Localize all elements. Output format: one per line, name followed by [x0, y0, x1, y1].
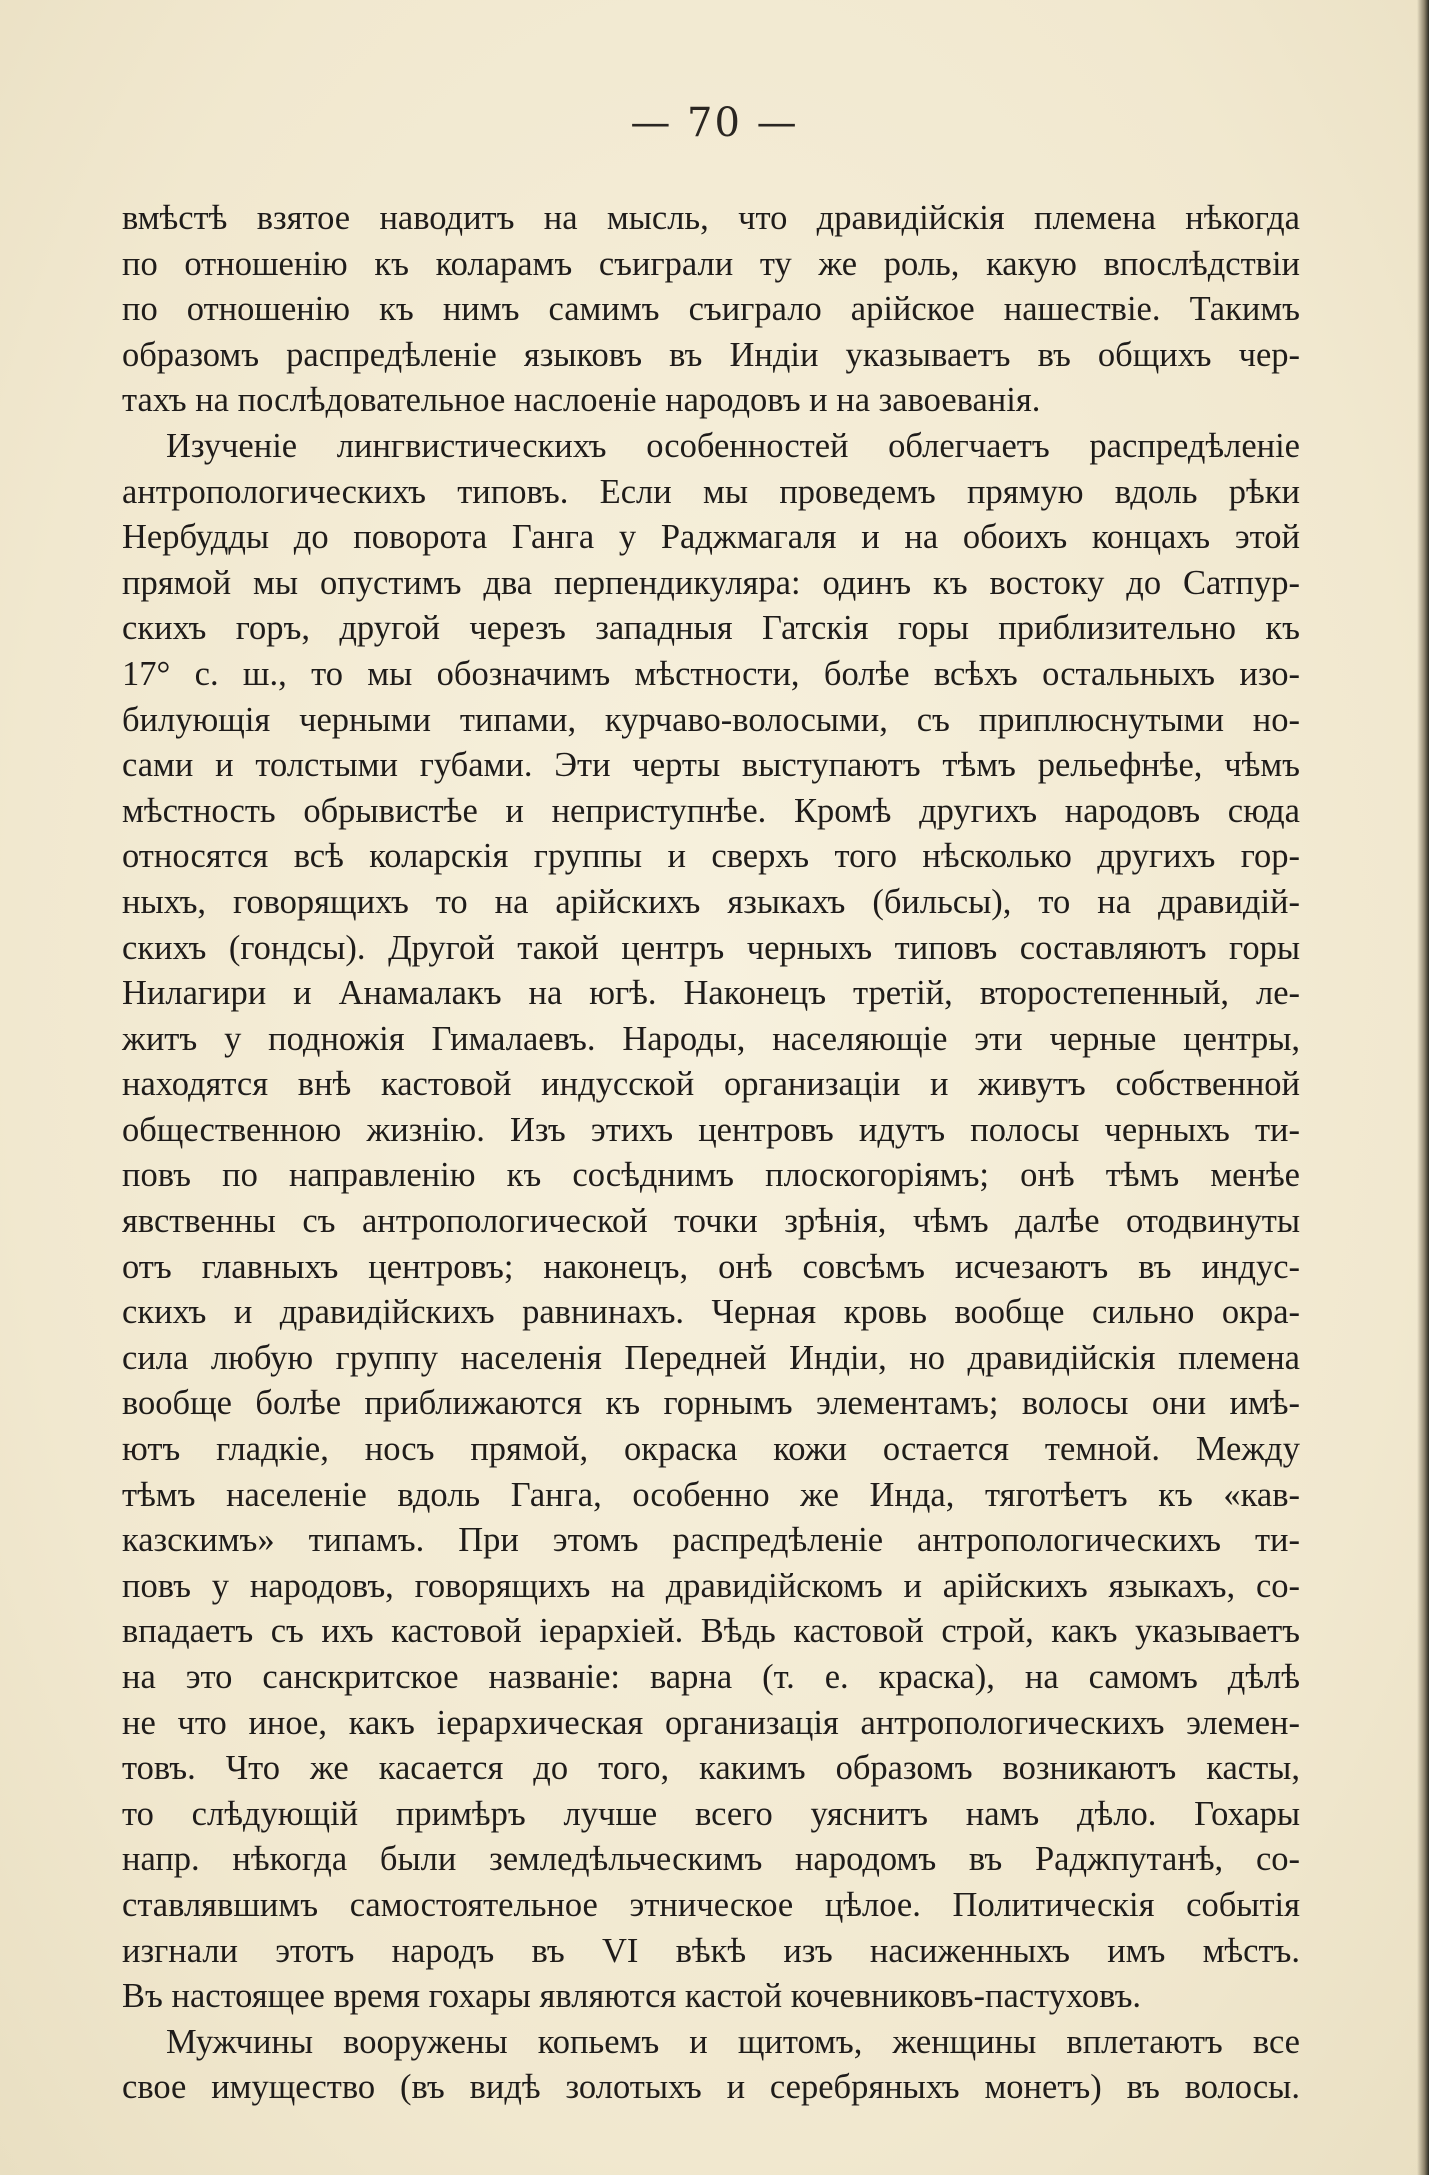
text-line: отъ главныхъ центровъ; наконецъ, онѣ совсѣмъ исчезаютъ въ индус- [122, 1247, 1300, 1286]
text-line: мѣстность обрывистѣе и неприступнѣе. Кромѣ другихъ народовъ сюда [122, 791, 1300, 830]
text-line: антропологическихъ типовъ. Если мы проведемъ прямую вдоль рѣки [122, 472, 1300, 511]
text-line: казскимъ» типамъ. При этомъ распредѣленіе антропологическихъ ти- [122, 1521, 1300, 1560]
text-line: вообще болѣе приближаются къ горнымъ элементамъ; волосы они имѣ- [122, 1384, 1300, 1423]
text-line: напр. нѣкогда были земледѣльческимъ народомъ въ Раджпутанѣ, со- [122, 1840, 1300, 1879]
page-number: — 70 — [630, 100, 799, 146]
text-line: относятся всѣ коларскія группы и сверхъ того нѣсколько другихъ гор- [122, 837, 1300, 876]
text-line: находятся внѣ кастовой индусской организаціи и живутъ собственной [122, 1065, 1300, 1104]
text-line: тахъ на послѣдовательное наслоеніе народовъ и на завоеванія. [122, 381, 1041, 420]
text-line: Изученіе лингвистическихъ особенностей облегчаетъ распредѣленіе [166, 426, 1300, 465]
text-line: скихъ и дравидійскихъ равнинахъ. Черная кровь вообще сильно окра- [122, 1293, 1300, 1332]
text-line: сами и толстыми губами. Эти черты выступаютъ тѣмъ рельефнѣе, чѣмъ [122, 746, 1300, 785]
text-line: Въ настоящее время гохары являются кастой кочевниковъ-пастуховъ. [122, 1977, 1142, 2016]
text-line: по отношенію къ коларамъ съиграли ту же роль, какую впослѣдствіи [122, 244, 1300, 283]
page-edge-shadow [1417, 0, 1429, 2175]
text-line: тѣмъ населеніе вдоль Ганга, особенно же Инда, тяготѣетъ къ «кав- [122, 1475, 1300, 1514]
text-line: то слѣдующій примѣръ лучше всего уяснитъ намъ дѣло. Гохары [122, 1794, 1300, 1833]
text-line: не что иное, какъ іерархическая организація антропологическихъ элемен- [122, 1703, 1300, 1742]
text-line: прямой мы опустимъ два перпендикуляра: одинъ къ востоку до Сатпур- [122, 563, 1300, 602]
text-line: билующія черными типами, курчаво-волосыми, съ приплюснутыми но- [122, 700, 1300, 739]
text-line: Нилагири и Анамалакъ на югѣ. Наконецъ третій, второстепенный, ле- [122, 974, 1300, 1013]
text-line: изгнали этотъ народъ въ VI вѣкѣ изъ насиженныхъ имъ мѣстъ. [122, 1931, 1300, 1970]
text-line: Нербудды до поворота Ганга у Раджмагаля и на обоихъ концахъ этой [122, 518, 1300, 557]
text-line: повъ по направленію къ сосѣднимъ плоскогоріямъ; онѣ тѣмъ менѣе [122, 1156, 1300, 1195]
body-text [122, 196, 1300, 2111]
text-line: 17° с. ш., то мы обозначимъ мѣстности, болѣе всѣхъ остальныхъ изо- [122, 654, 1300, 693]
text-line: житъ у подножія Гималаевъ. Народы, населяющіе эти черные центры, [122, 1019, 1300, 1058]
text-line: вмѣстѣ взятое наводитъ на мысль, что дравидійскія племена нѣкогда [122, 199, 1300, 237]
text-line: повъ у народовъ, говорящихъ на дравидійскомъ и арійскихъ языкахъ, со- [122, 1566, 1300, 1605]
text-line: по отношенію къ нимъ самимъ съиграло арійское нашествіе. Такимъ [122, 290, 1300, 329]
text-line: ставлявшимъ самостоятельное этническое цѣлое. Политическія событія [122, 1885, 1300, 1924]
text-line: ныхъ, говорящихъ то на арійскихъ языкахъ (бильсы), то на дравидій- [122, 882, 1300, 921]
text-line: свое имущество (въ видѣ золотыхъ и серебряныхъ монетъ) въ волосы. [122, 2068, 1300, 2107]
text-line: скихъ горъ, другой черезъ западныя Гатскія горы приблизительно къ [122, 609, 1300, 648]
text-line: на это санскритское названіе: варна (т. е. краска), на самомъ дѣлѣ [122, 1658, 1300, 1696]
text-line: образомъ распредѣленіе языковъ въ Индіи указываетъ въ общихъ чер- [122, 335, 1300, 374]
text-line: Мужчины вооружены копьемъ и щитомъ, женщины вплетаютъ все [166, 2022, 1300, 2061]
text-line: явственны съ антропологической точки зрѣнія, чѣмъ далѣе отодвинуты [122, 1202, 1300, 1241]
text-line: ютъ гладкіе, носъ прямой, окраска кожи остается темной. Между [122, 1430, 1300, 1469]
text-line: товъ. Что же касается до того, какимъ образомъ возникаютъ касты, [122, 1749, 1300, 1788]
text-line: впадаетъ съ ихъ кастовой іерархіей. Вѣдь кастовой строй, какъ указываетъ [122, 1612, 1300, 1651]
text-line: общественною жизнію. Изъ этихъ центровъ идутъ полосы черныхъ ти- [122, 1110, 1300, 1149]
text-line: сила любую группу населенія Передней Индіи, но дравидійскія племена [122, 1338, 1300, 1377]
text-line: скихъ (гондсы). Другой такой центръ черныхъ типовъ составляютъ горы [122, 928, 1300, 967]
